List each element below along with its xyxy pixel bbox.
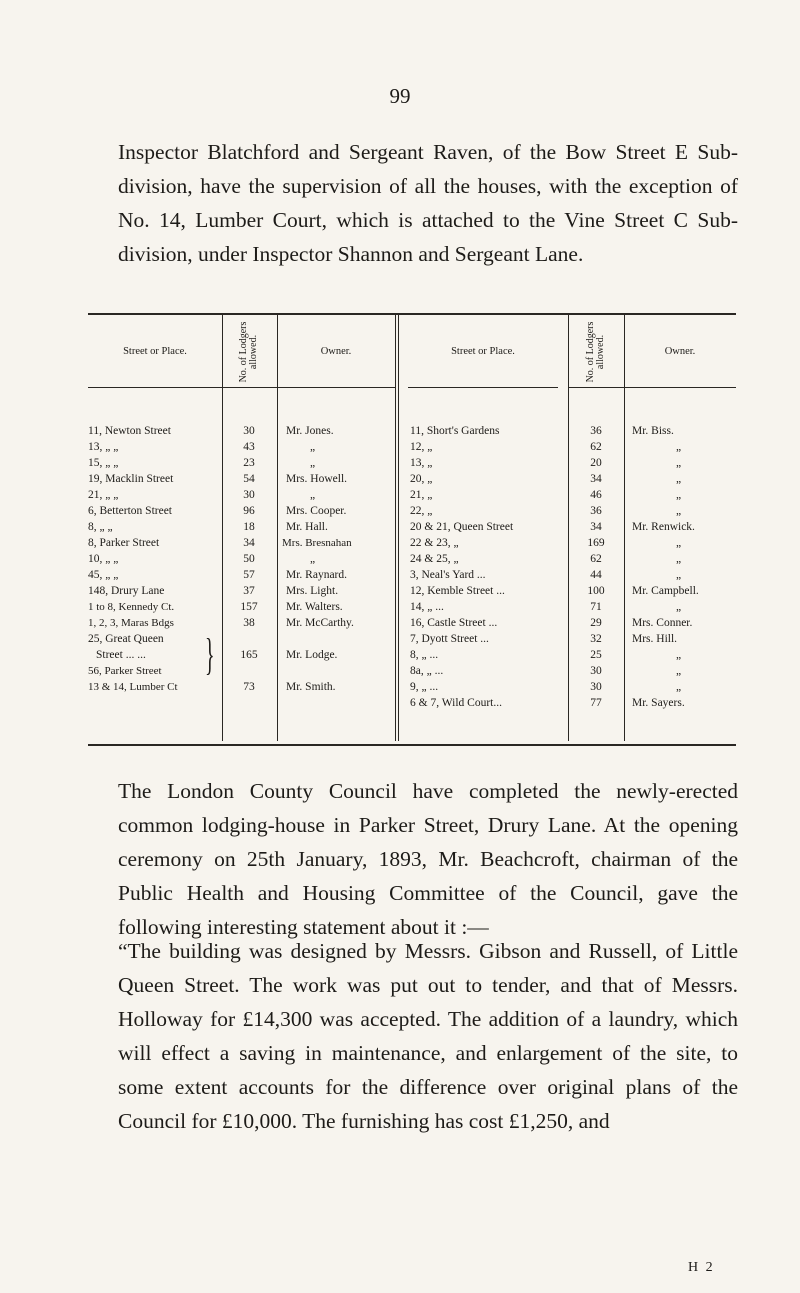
table-cell: 8, „ ... <box>410 649 439 661</box>
table-cell: „ <box>676 457 682 469</box>
table-cell: Mr. Walters. <box>286 601 343 613</box>
table-cell: 24 & 25, „ <box>410 553 459 565</box>
table-cell: 34 <box>243 537 255 549</box>
page-number: 99 <box>389 84 411 108</box>
table-cell: 18 <box>243 521 255 533</box>
table-cell: 62 <box>590 441 602 453</box>
table-cell: „ <box>676 569 682 581</box>
table-cell: Mrs. Cooper. <box>286 505 347 517</box>
signature-mark: H 2 <box>688 1260 715 1275</box>
table-cell: „ <box>676 553 682 565</box>
table-cell: „ <box>676 505 682 517</box>
header-underline <box>408 387 558 388</box>
header-owner-right: Owner. <box>664 346 696 357</box>
table-cell: Mr. Campbell. <box>632 585 699 597</box>
col-sep <box>277 315 278 741</box>
table-cell: „ <box>310 489 316 501</box>
table-cell: 56, Parker Street <box>88 665 162 677</box>
col-sep <box>568 315 569 741</box>
table-cell: „ <box>310 553 316 565</box>
table-cell: 8, „ „ <box>88 521 113 533</box>
header-underline <box>624 387 736 388</box>
table-cell: 8a, „ ... <box>410 665 444 677</box>
header-underline <box>88 387 222 388</box>
table-cell: 71 <box>590 601 602 613</box>
table-cell: Mr. Renwick. <box>632 521 695 533</box>
table-cell: 43 <box>243 441 255 453</box>
table-cell: Mr. Jones. <box>286 425 334 437</box>
table-cell: „ <box>676 537 682 549</box>
table-cell: 13, „ <box>410 457 433 469</box>
table-cell: 37 <box>243 585 255 597</box>
table-cell: Mrs. Light. <box>286 585 339 597</box>
table-cell: Mrs. Howell. <box>286 473 348 485</box>
table-cell: 25, Great Queen <box>88 633 164 645</box>
center-sep <box>395 315 396 741</box>
table-cell: 62 <box>590 553 602 565</box>
header-lodgers-left: No. of Lodgers allowed. <box>238 321 259 383</box>
col-sep <box>624 315 625 741</box>
table-cell: Mr. Hall. <box>286 521 328 533</box>
center-sep <box>398 315 399 741</box>
table-cell: 165 <box>240 649 258 661</box>
table-cell: 15, „ „ <box>88 457 119 469</box>
header-underline <box>568 387 624 388</box>
table-bottom-rule <box>88 744 736 746</box>
table-cell: 21, „ <box>410 489 433 501</box>
table-top-rule <box>88 313 736 315</box>
table-cell: 16, Castle Street ... <box>410 617 498 629</box>
table-cell: „ <box>676 473 682 485</box>
table-cell: 3, Neal's Yard ... <box>410 569 486 581</box>
table-cell: 22, „ <box>410 505 433 517</box>
table-cell: Mr. Raynard. <box>286 569 348 581</box>
table-cell: 36 <box>590 505 602 517</box>
table-cell: 30 <box>243 425 255 437</box>
header-owner-left: Owner. <box>320 346 352 357</box>
table-cell: Mrs. Hill. <box>632 633 678 645</box>
table-cell: Mr. Smith. <box>286 681 336 693</box>
table-cell: 7, Dyott Street ... <box>410 633 489 645</box>
table-cell: 8, Parker Street <box>88 537 160 549</box>
table-cell: 46 <box>590 489 602 501</box>
table-cell: 25 <box>590 649 602 661</box>
table-cell: 34 <box>590 521 602 533</box>
table-cell: 11, Short's Gardens <box>410 425 500 437</box>
council-paragraph: The London County Council have completed the newly-erected common lodging-house in Parker Street, Drury Lane. At the opening ceremony on 25th January, 1893, Mr. Beachcroft, chairman of the Public Health and Housing Committee of the Council, gave the following interesting statement about it :— <box>118 779 738 939</box>
table-cell: Mr. Sayers. <box>632 697 685 709</box>
table-cell: 34 <box>590 473 602 485</box>
intro-paragraph: Inspector Blatchford and Sergeant Raven, of the Bow Street E Sub-division, have the supervision of all the houses, with the exception of No. 14, Lumber Court, which is attached to the Vine Street C Sub-division, under Inspector Shannon and Sergeant Lane. <box>118 140 738 266</box>
table-cell: 20, „ <box>410 473 433 485</box>
table-cell: 20 <box>590 457 602 469</box>
table-cell: 29 <box>590 617 602 629</box>
table-cell: 6, Betterton Street <box>88 505 172 517</box>
table-cell: „ <box>310 441 316 453</box>
table-cell: 12, Kemble Street ... <box>410 585 505 597</box>
table-cell: 100 <box>587 585 605 597</box>
table-cell: 19, Macklin Street <box>88 473 174 485</box>
table-cell: 50 <box>243 553 255 565</box>
table-cell: 10, „ „ <box>88 553 119 565</box>
brace-icon: } <box>205 630 215 679</box>
table-cell: 20 & 21, Queen Street <box>410 521 514 533</box>
table-cell: 6 & 7, Wild Court... <box>410 697 502 709</box>
table-cell: 169 <box>587 537 605 549</box>
table-cell: Mrs. Bresnahan <box>282 537 352 549</box>
table-cell: 13, „ „ <box>88 441 119 453</box>
table-cell: 1 to 8, Kennedy Ct. <box>88 601 175 613</box>
table-cell: Mr. Lodge. <box>286 649 338 661</box>
table-cell: 9, „ ... <box>410 681 439 693</box>
table-cell: 13 & 14, Lumber Ct <box>88 681 178 693</box>
header-street-right: Street or Place. <box>451 346 515 357</box>
table-cell: 148, Drury Lane <box>88 585 165 597</box>
table-cell: 11, Newton Street <box>88 425 171 437</box>
table-cell: 21, „ „ <box>88 489 119 501</box>
table-cell: 77 <box>590 697 602 709</box>
table-cell: Street ... ... <box>96 649 146 661</box>
table-cell: „ <box>676 441 682 453</box>
table-cell: 30 <box>590 681 602 693</box>
table-cell: 30 <box>590 665 602 677</box>
table-cell: 23 <box>243 457 255 469</box>
table-cell: 1, 2, 3, Maras Bdgs <box>88 617 174 629</box>
table-cell: 22 & 23, „ <box>410 537 459 549</box>
table-cell: 12, „ <box>410 441 433 453</box>
table-cell: Mr. McCarthy. <box>286 617 354 629</box>
header-lodgers-right: No. of Lodgers allowed. <box>585 321 606 383</box>
table-cell: 14, „ ... <box>410 601 444 613</box>
table-cell: „ <box>310 457 316 469</box>
table-cell: 73 <box>243 681 255 693</box>
header-underline <box>222 387 277 388</box>
table-cell: „ <box>676 681 682 693</box>
table-cell: „ <box>676 601 682 613</box>
quote-paragraph: “The building was designed by Messrs. Gibson and Russell, of Little Queen Street. The work was put out to tender, and that of Messrs. Holloway for £14,300 was accepted. The addition of a laundry, which will effect a saving in maintenance, and enlargement of the site, to some extent accounts for the difference over original plans of the Council for £10,000. The furnishing has cost £1,250, and <box>118 939 738 1133</box>
table-cell: „ <box>676 665 682 677</box>
col-sep <box>222 315 223 741</box>
table-cell: „ <box>676 649 682 661</box>
table-cell: 36 <box>590 425 602 437</box>
table-cell: 96 <box>243 505 255 517</box>
table-cell: 38 <box>243 617 255 629</box>
table-cell: 30 <box>243 489 255 501</box>
table-cell: Mrs. Conner. <box>632 617 693 629</box>
table-cell: „ <box>676 489 682 501</box>
table-cell: 32 <box>590 633 602 645</box>
header-underline <box>277 387 395 388</box>
table-cell: 157 <box>240 601 258 613</box>
table-cell: Mr. Biss. <box>632 425 674 437</box>
header-street-left: Street or Place. <box>123 346 187 357</box>
table-cell: 57 <box>243 569 255 581</box>
table-cell: 54 <box>243 473 255 485</box>
table-cell: 45, „ „ <box>88 569 119 581</box>
table-cell: 44 <box>590 569 602 581</box>
